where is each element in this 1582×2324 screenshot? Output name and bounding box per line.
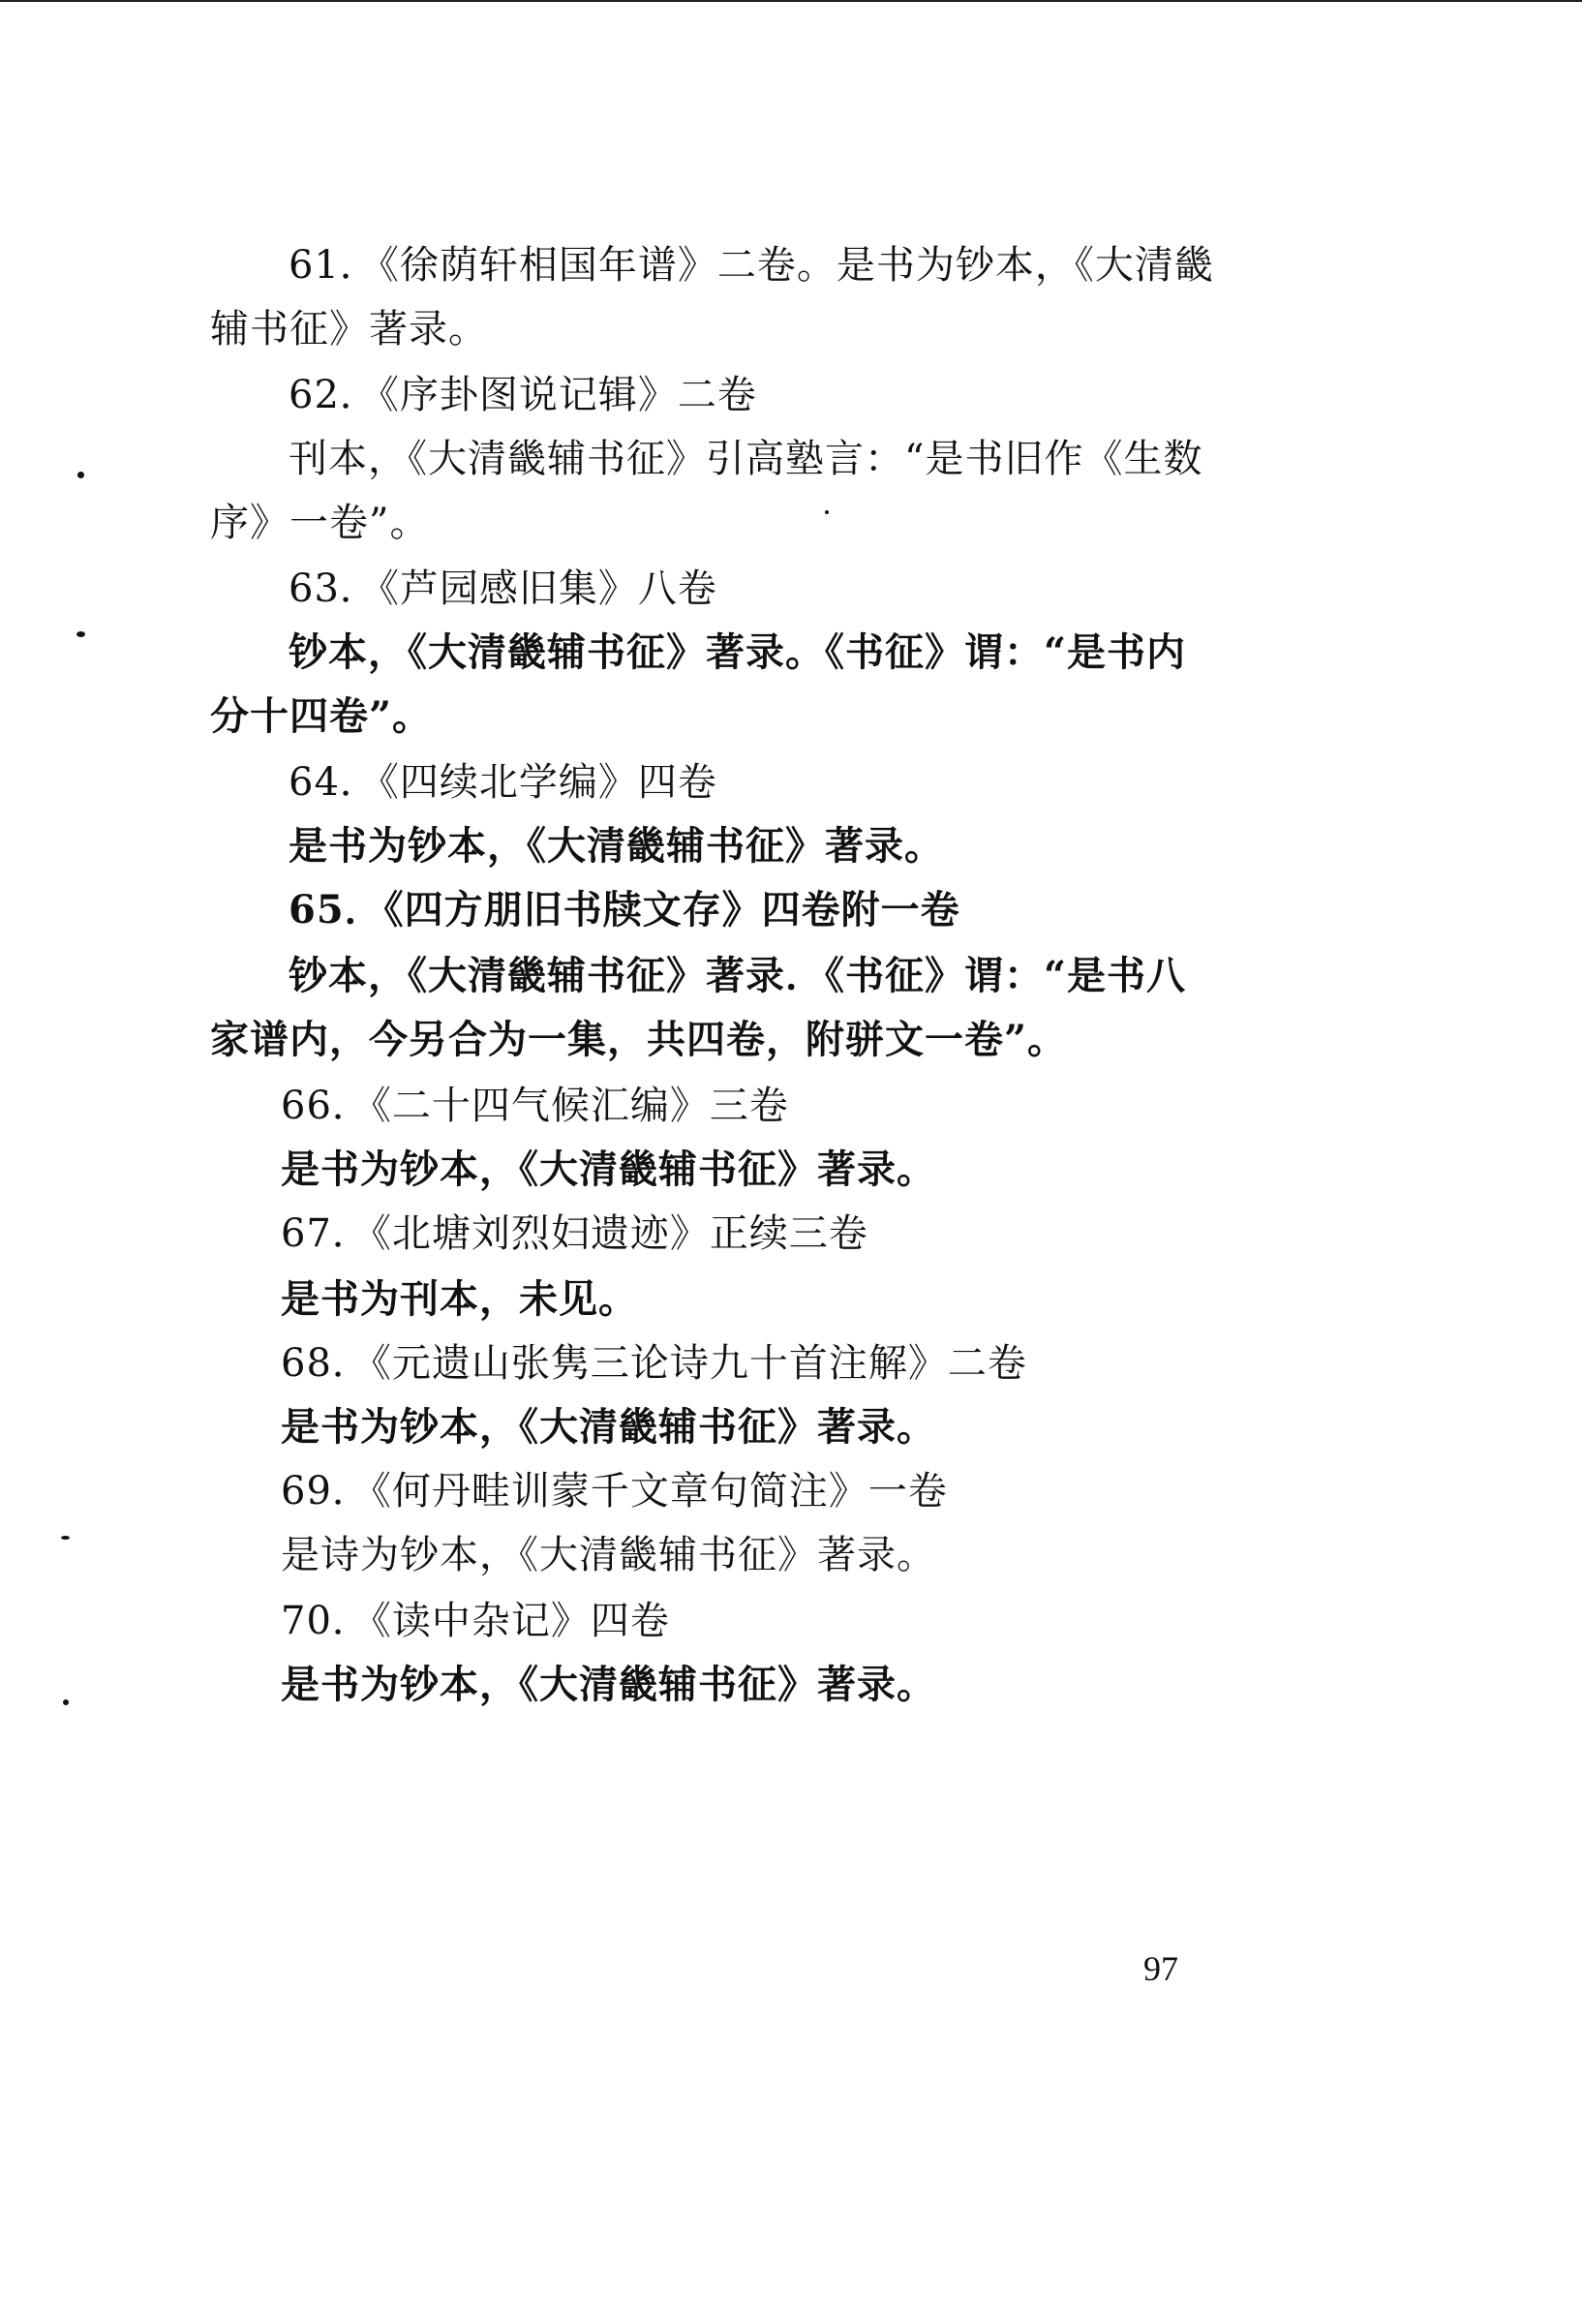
entry-62-line-1: 刊本，《大清畿辅书征》引高塾言：“是书旧作《生数 (289, 437, 1203, 481)
entry-65-heading: 65．《四方朋旧书牍文存》四卷附一卷 (289, 887, 960, 933)
scan-speck (77, 472, 84, 478)
entry-62-line-2: 序》一卷”。 (210, 501, 430, 545)
entry-70-heading: 70．《读中杂记》四卷 (281, 1599, 670, 1643)
entry-68-heading: 68．《元遗山张隽三论诗九十首注解》二卷 (281, 1341, 1027, 1386)
scan-speck (61, 1536, 70, 1540)
entry-67-heading: 67．《北塘刘烈妇遗迹》正续三卷 (281, 1211, 868, 1256)
entry-62-heading: 62．《序卦图说记辑》二卷 (289, 373, 757, 417)
entry-69-line-1: 是诗为钞本，《大清畿辅书征》著录。 (281, 1533, 936, 1577)
entry-63-line-2: 分十四卷”。 (210, 693, 433, 739)
entry-68-line-1: 是书为钞本，《大清畿辅书征》著录。 (281, 1404, 936, 1450)
entry-67-line-1: 是书为刊本，未见。 (281, 1276, 638, 1322)
entry-66-line-1: 是书为钞本，《大清畿辅书征》著录。 (281, 1147, 936, 1192)
entry-69-heading: 69．《何丹畦训蒙千文章句简注》一卷 (281, 1469, 948, 1514)
scan-speck (63, 1699, 69, 1705)
entry-63-heading: 63．《芦园感旧集》八卷 (289, 566, 717, 611)
entry-65-line-2: 家谱内，今另合为一集，共四卷，附骈文一卷”。 (210, 1017, 1068, 1062)
entry-66-heading: 66．《二十四气候汇编》三卷 (281, 1084, 789, 1128)
entry-61-heading: 61．《徐荫轩相国年谱》二卷。是书为钞本，《大清畿 (289, 243, 1214, 288)
entry-70-line-1: 是书为钞本，《大清畿辅书征》著录。 (281, 1662, 936, 1707)
scan-speck (825, 510, 829, 514)
scan-speck (76, 631, 85, 637)
entry-63-line-1: 钞本，《大清畿辅书征》著录。《书征》谓：“是书内 (289, 629, 1187, 675)
entry-64-line-1: 是书为钞本，《大清畿辅书征》著录。 (289, 823, 944, 869)
entry-65-line-1: 钞本，《大清畿辅书征》著录．《书征》谓：“是书八 (289, 953, 1187, 998)
entry-64-heading: 64．《四续北学编》四卷 (289, 760, 717, 805)
page-number: 97 (1143, 1949, 1178, 1988)
entry-61-line-1: 辅书征》著录。 (210, 307, 488, 352)
